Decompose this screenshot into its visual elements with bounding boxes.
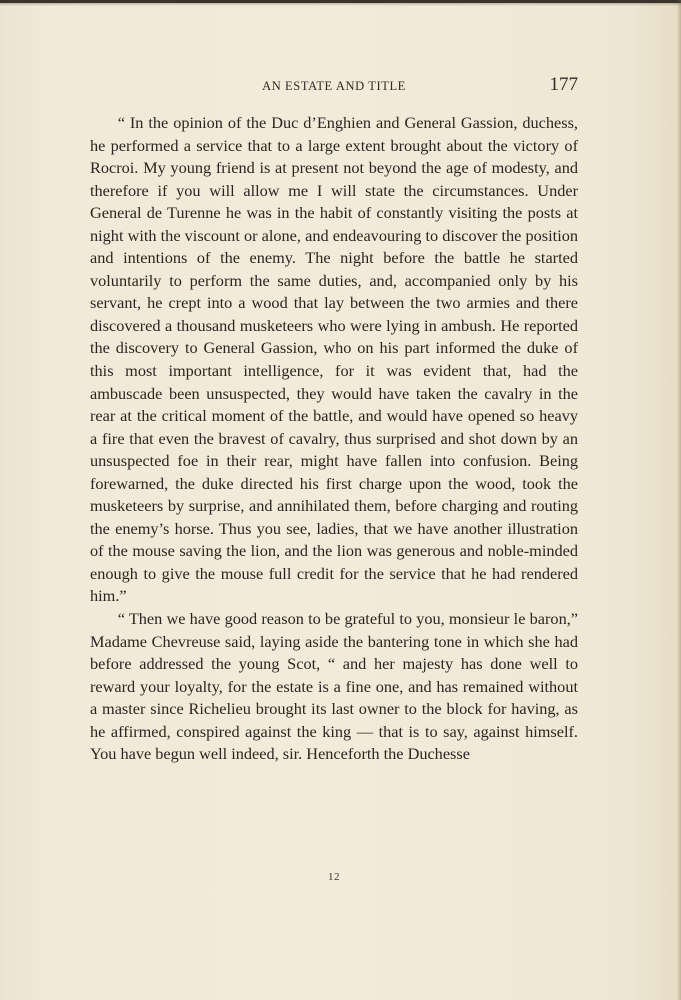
paragraph: “ In the opinion of the Duc d’Enghien and General Gassion, duchess, he performed a service that to a large extent brought about the victory of Rocroi. My young friend is at present not beyond the age of modesty, and therefore if you will allow me I will state the circumstances. Under General de Turenne he was in the habit of constantly visiting the posts at night with the viscount or alone, and endeavouring to discover the position and intentions of the enemy. The night before the battle he started voluntarily to perform the same duties, and, accompanied only by his servant, he crept into a wood that lay between the two armies and there discovered a thousand musketeers who were lying in ambush. He reported the discovery to General Gassion, who on his part informed the duke of this most important intelligence, for it was evident that, had the ambuscade been unsuspected, they would have taken the cavalry in the rear at the critical moment of the battle, and would have opened so heavy a fire that even the bravest of cavalry, thus surprised and shot down by an unsuspected foe in their rear, might have fallen into confusion. Being forewarned, the duke directed his first charge upon the wood, took the musketeers by surprise, and annihilated them, before charging and routing the enemy’s horse. Thus you see, ladies, that we have another illustration of the mouse saving the lion, and the lion was generous and noble-minded enough to give the mouse full credit for the service that he had rendered him.” [90, 113, 578, 606]
paragraph: “ Then we have good reason to be grateful to you, monsieur le baron,” Madame Chevreuse said, laying aside the bantering tone in which she had before addressed the young Scot, “ and her majesty has done well to reward your loyalty, for the estate is a fine one, and has remained without a master since Richelieu brought its last owner to the block for having, as he affirmed, conspired against the king — that is to say, against himself. You have begun well indeed, sir. Henceforth the Duchesse [90, 609, 578, 764]
page-number: 177 [549, 74, 578, 95]
running-title: AN ESTATE AND TITLE [262, 79, 406, 93]
top-edge-shadow [0, 3, 681, 6]
signature-mark: 12 [328, 871, 340, 883]
right-page-edge [677, 0, 681, 1000]
body-text [90, 112, 578, 766]
page-header [90, 74, 578, 100]
